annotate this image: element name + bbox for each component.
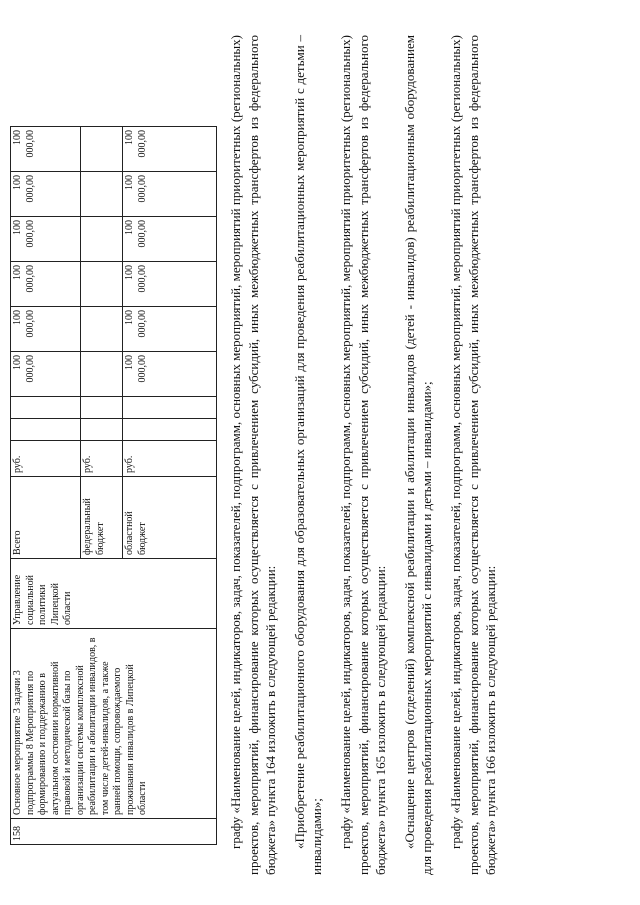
- executor-cell: Управление социальной политики Липецкой области: [11, 559, 217, 629]
- unit-cell: руб.: [123, 441, 217, 477]
- value-cell: [81, 397, 123, 419]
- value-cell: [81, 172, 123, 217]
- unit-cell: руб.: [11, 441, 81, 477]
- value-cell: 100 000,00: [123, 172, 217, 217]
- value-cell: 100 000,00: [123, 262, 217, 307]
- value-cell: 100 000,00: [11, 262, 81, 307]
- row-number-cell: 158: [11, 819, 217, 845]
- document-body: [227, 35, 511, 875]
- value-cell: [81, 262, 123, 307]
- value-cell: [81, 307, 123, 352]
- value-cell: 100 000,00: [11, 307, 81, 352]
- source-cell: Всего: [11, 477, 81, 559]
- paragraph: графу «Наименование целей, индикаторов, задач, показателей, подпрограмм, основных мероприятий, мероприятий приоритетных (региональных) проектов, мероприятий, финансирование которых осуществляется с привлечением субсидий, иных межбюджетных трансфертов из федерального бюджета» пункта 166 изложить в следующей редакции:: [447, 35, 499, 875]
- value-cell: [81, 419, 123, 441]
- value-cell: [11, 397, 81, 419]
- paragraph: графу «Наименование целей, индикаторов, задач, показателей, подпрограмм, основных мероприятий, мероприятий приоритетных (региональных) проектов, мероприятий, финансирование которых осуществляется с привлечением субсидий, иных межбюджетных трансфертов из федерального бюджета» пункта 164 изложить в следующей редакции:: [228, 35, 279, 875]
- value-cell: 100 000,00: [123, 307, 217, 352]
- value-cell: [123, 397, 217, 419]
- value-cell: 100 000,00: [11, 217, 81, 262]
- source-cell: федеральный бюджет: [81, 477, 123, 559]
- program-table: [10, 126, 217, 845]
- paragraph: «Приобретение реабилитационного оборудования для образовательных организаций для проведения реабилитационных мероприятий с детьми – инвалидами»;: [291, 35, 325, 875]
- value-cell: [11, 419, 81, 441]
- value-cell: 100 000,00: [123, 352, 217, 397]
- value-cell: 100 000,00: [123, 127, 217, 172]
- source-cell: областной бюджет: [123, 477, 217, 559]
- value-cell: 100 000,00: [11, 127, 81, 172]
- table-row: [11, 127, 81, 845]
- event-name-cell: Основное мероприятие 3 задачи 3 подпрограммы 8 Мероприятия по формированию и поддержанию в актуальном состоянии нормативной правовой и методической базы по организации системы комплексной реабилитации и абилитации инвалидов, в том числе детей-инвалидов, а также ранней помощи, сопровождаемого проживания инвалидов в Липецкой области: [11, 629, 217, 819]
- value-cell: [81, 217, 123, 262]
- value-cell: 100 000,00: [11, 172, 81, 217]
- paragraph: «Оснащение центров (отделений) комплексной реабилитации и абилитации инвалидов (детей - инвалидов) реабилитационным оборудованием для проведения реабилитационных мероприятий с инвалидами и детьми – инвалидами»;: [401, 35, 435, 875]
- paragraph: графу «Наименование целей, индикаторов, задач, показателей, подпрограмм, основных мероприятий, мероприятий приоритетных (региональных) проектов, мероприятий, финансирование которых осуществляется с привлечением субсидий, иных межбюджетных трансфертов из федерального бюджета» пункта 165 изложить в следующей редакции:: [337, 35, 389, 875]
- value-cell: [81, 352, 123, 397]
- value-cell: [81, 127, 123, 172]
- unit-cell: руб.: [81, 441, 123, 477]
- value-cell: [123, 419, 217, 441]
- value-cell: 100 000,00: [11, 352, 81, 397]
- value-cell: 100 000,00: [123, 217, 217, 262]
